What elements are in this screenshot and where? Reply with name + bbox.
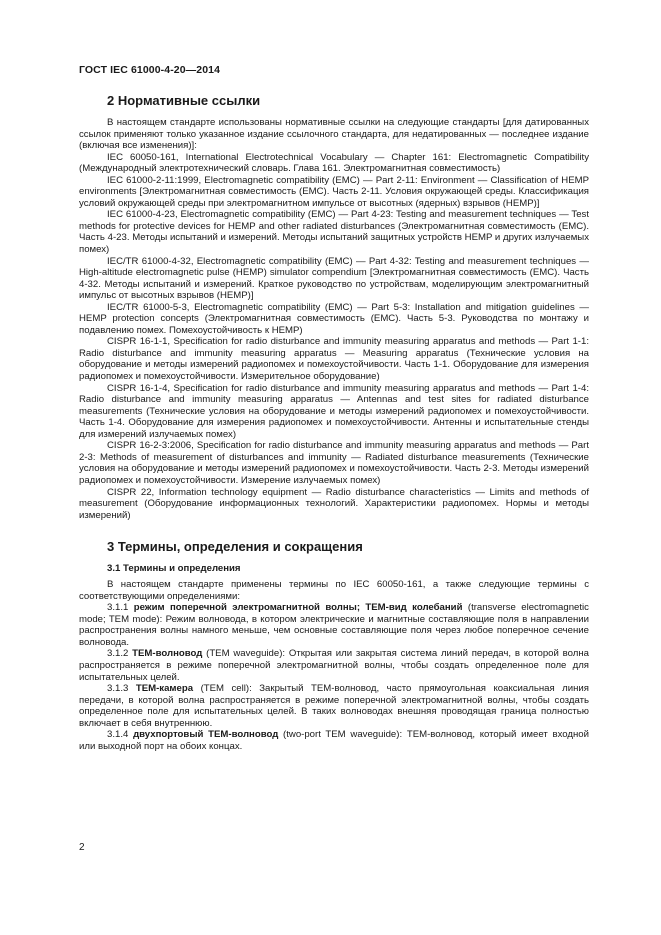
term-title: ТЕМ-волновод bbox=[132, 648, 203, 660]
term-number: 3.1.1 bbox=[107, 602, 134, 614]
reference-item: CISPR 16-2-3:2006, Specification for radio disturbance and immunity measuring apparatus and methods — Part 2-3: Methods of measurement of disturbances and immunity — Radiated disturbance measurements (Технические условия на оборудование и методы измерений радиопомех и помехоустойчивости. Часть 2-3. Методы измерений радиопомех и помехоустойчивости. Измерение излучаемых помех) bbox=[79, 440, 589, 486]
reference-item: IEC/TR 61000-4-32, Electromagnetic compatibility (EMC) — Part 4-32: Testing and measurement techniques — High-altitude electromagnetic pulse (HEMP) simulator compendium [Электромагнитная совместимость (ЕМС). Часть 4-32. Методы испытаний и измерений. Краткое руководство по устройствам, моделирующим электромагнитный импульс от высотных взрывов (HEMP)] bbox=[79, 255, 589, 302]
section-3-1-heading: 3.1 Термины и определения bbox=[107, 563, 241, 575]
term-number: 3.1.3 bbox=[107, 683, 136, 695]
term-title: ТЕМ-камера bbox=[135, 683, 194, 695]
term-title: двухпортовый ТЕМ-волновод bbox=[133, 729, 279, 741]
reference-item: CISPR 16-1-4, Specification for radio disturbance and immunity measuring apparatus and methods — Part 1-4: Radio disturbance and immunity measuring apparatus — Antennas and test sites for radiated disturbance measurements (Технические условия на оборудование и методы измерений радиопомех и помехоустойчивости. Часть 1-4. Оборудование для измерения радиопомех и помехоустойчивости. Антенны и испытательные стенды для измерений излучаемых помех) bbox=[79, 382, 589, 440]
section-2-heading: 2 Нормативные ссылки bbox=[107, 93, 261, 108]
section-3-heading: 3 Термины, определения и сокращения bbox=[107, 539, 363, 555]
term-number: 3.1.2 bbox=[107, 648, 133, 660]
section-3-body bbox=[79, 579, 589, 752]
term-definition bbox=[79, 602, 589, 648]
reference-item: IEC 61000-2-11:1999, Electromagnetic compatibility (EMC) — Part 2-11: Environment — Classification of HEMP environments [Электромагнитная совместимость (ЕМС). Часть 2-11. Условия окружающей среды. Классификация условий окружающей среды при электромагнитном импульсе от высотных (ядерных) взрывов (HEMP)] bbox=[79, 174, 589, 209]
page-content bbox=[79, 93, 589, 752]
term-text: (transverse electromagnetic mode; TEM mode): Режим волновода, в котором электрические и магнитные составляющие поля в направлении распространения волны намного меньше, чем основные составляющие поля через любое поперечное сечение волновода. bbox=[79, 602, 589, 648]
term-text: (two-port TEM waveguide): ТЕМ-волновод, который имеет входной или выходной порт на обоих концах. bbox=[79, 729, 589, 752]
paragraph: В настоящем стандарте использованы нормативные ссылки на следующие стандарты [для датированных ссылок применяют только указанное издание ссылочного стандарта, для недатированных — последнее издание (включая все изменения)]: bbox=[79, 117, 589, 152]
term-text: (TEM waveguide): Открытая или закрытая система линий передач, в которой волна распространяется в режиме поперечной электромагнитной волны, чтобы создать определенное поле для испытательных целей. bbox=[79, 648, 589, 683]
reference-item: IEC 61000-4-23, Electromagnetic compatibility (EMC) — Part 4-23: Testing and measurement techniques — Test methods for protective devices for HEMP and other radiated disturbances (Электромагнитная совместимость (ЕМС). Часть 4-23. Методы испытаний и измерений. Методы испытаний защитных устройств HEMP и других излучаемых помех) bbox=[79, 209, 589, 256]
term-definition bbox=[79, 648, 589, 683]
term-text: (TEM cell): Закрытый ТЕМ-волновод, часто прямоугольная коаксиальная линия передачи, в которой волна распространяется в режиме поперечной электромагнитной волны, чтобы создать определенное поле для испытательных целей. В таких волноводах внешняя проводящая граница полностью включает в себя внутреннюю. bbox=[79, 683, 589, 729]
paragraph: В настоящем стандарте применены термины по IEC 60050-161, а также следующие термины с соответствующими определениями: bbox=[79, 579, 589, 602]
page-number: 2 bbox=[79, 842, 85, 853]
section-2-body bbox=[79, 117, 589, 521]
document-header: ГОСТ IEC 61000-4-20—2014 bbox=[79, 64, 221, 76]
reference-item: IEC 60050-161, International Electrotechnical Vocabulary — Chapter 161: Electromagnetic Compatibility (Международный электротехнический словарь. Глава 161. Электромагнитная совместимость) bbox=[79, 151, 589, 175]
term-number: 3.1.4 bbox=[107, 729, 134, 741]
term-definition bbox=[79, 683, 589, 729]
term-title: режим поперечной электромагнитной волны; ТЕМ-вид колебаний bbox=[133, 602, 463, 614]
reference-item: CISPR 16-1-1, Specification for radio disturbance and immunity measuring apparatus and methods — Part 1-1: Radio disturbance and immunity measuring apparatus — Measuring apparatus (Технические условия на оборудование и методы измерений радиопомех и помехоустойчивости. Часть 1-1. Оборудование для измерения радиопомех и помехоустойчивости. Измерительное оборудование) bbox=[79, 336, 589, 383]
reference-item: CISPR 22, Information technology equipment — Radio disturbance characteristics — Limits and methods of measurement (Оборудование информационных технологий. Характеристики радиопомех. Нормы и методы измерений) bbox=[79, 486, 589, 521]
reference-item: IEC/TR 61000-5-3, Electromagnetic compatibility (EMC) — Part 5-3: Installation and mitigation guidelines — HEMP protection concepts (Электромагнитная совместимость (ЕМС). Часть 5-3. Руководства по монтажу и подавлению помех. Помехоустойчивость к HEMP) bbox=[79, 301, 589, 336]
term-definition bbox=[79, 729, 589, 752]
